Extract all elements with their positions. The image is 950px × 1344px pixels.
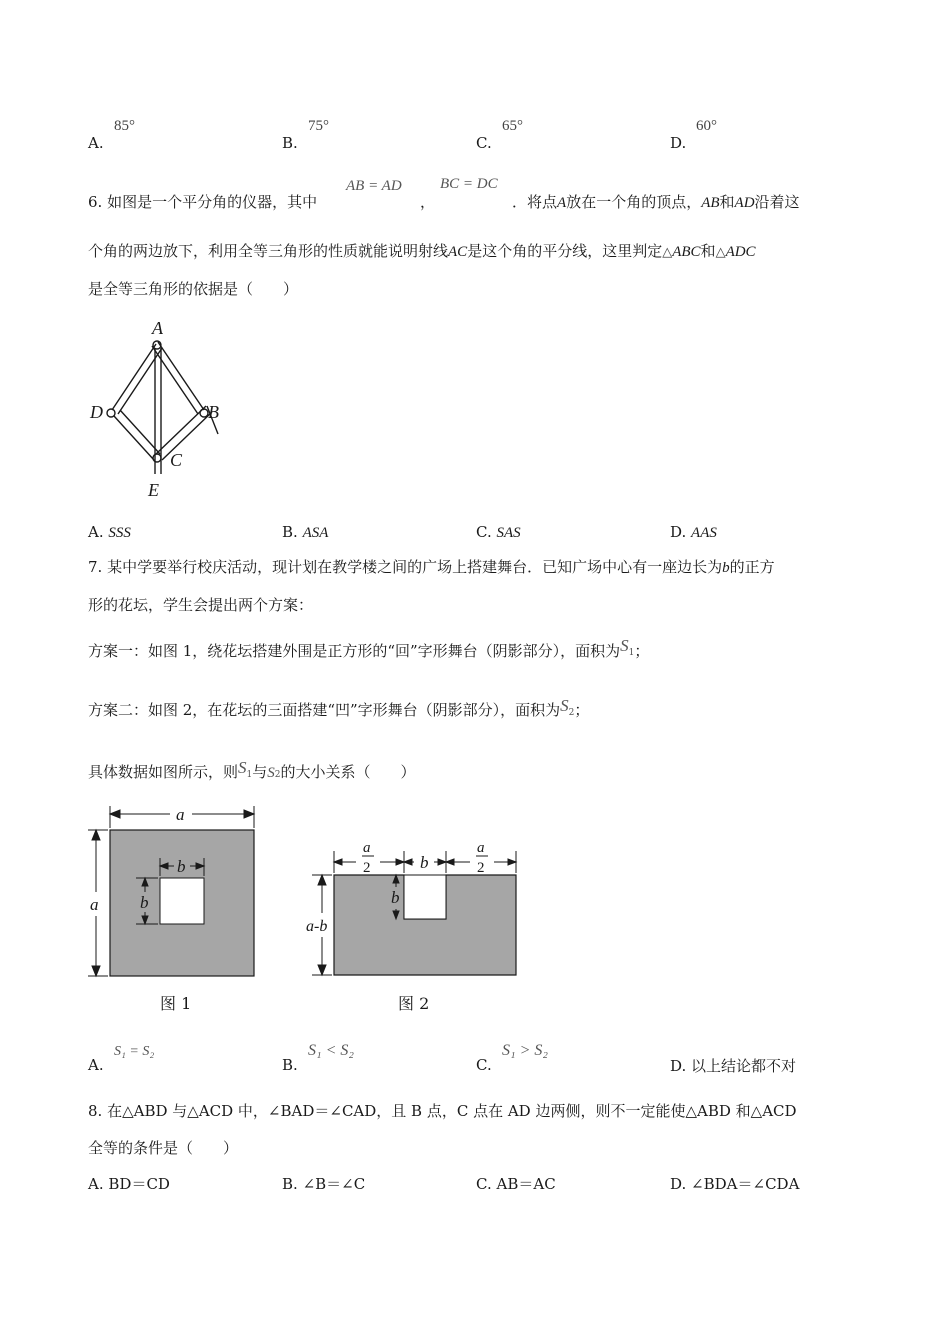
q6-option-d-letter: D.	[670, 523, 687, 541]
q7-plan-1-sub: 1	[628, 648, 635, 658]
q6-line-2a: 个角的两边放下，利用全等三角形的性质就能说明射线	[88, 242, 449, 260]
q6-triangle-2: △	[715, 245, 726, 260]
q7-detail-a: 具体数据如图所示，则	[88, 763, 239, 781]
q6-option-c-value: SAS	[496, 525, 521, 541]
q6-fig-label-e: E	[148, 480, 159, 500]
q6-text-4: 沿着这	[754, 193, 800, 211]
q8-option-c-value: AB＝AC	[496, 1175, 556, 1193]
q7-fig1-caption: 图 1	[160, 994, 192, 1013]
q8-number: 8.	[88, 1102, 103, 1120]
q7-plan-1-semi: ；	[634, 642, 650, 660]
q6-line-1	[88, 192, 317, 212]
q7-fig2-caption: 图 2	[398, 994, 430, 1013]
q5-option-a-value: 85°	[114, 118, 135, 134]
q7-detail-s1: S	[238, 758, 247, 777]
q7-detail-b: 的大小关系（ ）	[280, 763, 416, 781]
q7-fig1-b-inner: b	[177, 857, 186, 876]
q6-adc: ADC	[725, 244, 756, 260]
q8-line-2: 全等的条件是（ ）	[88, 1139, 239, 1157]
q8-option-d	[670, 1174, 799, 1194]
q7-figure-2	[300, 835, 530, 985]
q8-line-1	[88, 1101, 797, 1121]
q6-line-1-tail	[512, 192, 800, 213]
q6-equation-ab-ad: AB = AD	[346, 178, 402, 194]
q8-option-a-value: BD＝CD	[108, 1175, 170, 1193]
q6-he-2: 和	[700, 242, 716, 260]
q6-text-2: ．将点	[512, 193, 558, 211]
q7-option-c-letter: C.	[476, 1056, 492, 1074]
q8-option-b-value: ∠B＝∠C	[302, 1175, 366, 1193]
q7-detail-yu: 与	[252, 763, 268, 781]
q7-fig2-left-label: a-b	[306, 918, 328, 935]
q7-fig1-a-top: a	[176, 805, 185, 824]
q7-option-a-letter: A.	[88, 1056, 104, 1074]
q6-option-a-value: SSS	[108, 525, 131, 541]
q6-point-a: A	[557, 195, 567, 211]
q6-line-3: 是全等三角形的依据是（ ）	[88, 280, 299, 298]
q7-plan-2-s: S	[560, 696, 569, 715]
q8-line-1-text: 在△ABD 与△ACD 中，∠BAD＝∠CAD，且 B 点，C 点在 AD 边两侧，则不一定能使△ABD 和△ACD	[107, 1102, 797, 1120]
q8-option-c	[476, 1174, 556, 1194]
q7-fig2-b-top: b	[420, 853, 429, 872]
q6-fig-label-a: A	[152, 318, 163, 338]
q7-option-d-letter: D.	[670, 1057, 687, 1075]
q6-option-b-letter: B.	[282, 523, 298, 541]
q7-option-b-letter: B.	[282, 1056, 298, 1074]
q6-fig-label-d: D	[90, 402, 103, 422]
q8-option-b-letter: B.	[282, 1175, 298, 1193]
q7-figure-1	[80, 800, 270, 990]
q7-line-1a: 某中学要举行校庆活动，现计划在教学楼之间的广场上搭建舞台．已知广场中心有一座边长为	[107, 558, 723, 576]
q7-plan-1	[88, 636, 650, 664]
q7-detail	[88, 758, 416, 785]
q6-option-a	[88, 522, 131, 543]
q6-text-3: 放在一个角的顶点，	[566, 193, 702, 211]
q7-option-d-value: 以上结论都不对	[691, 1057, 797, 1075]
q6-fig-label-c: C	[170, 450, 183, 470]
q8-option-a-letter: A.	[88, 1175, 104, 1193]
q7-line-1	[88, 557, 775, 578]
q5-option-a-letter: A.	[88, 134, 104, 152]
q6-he: 和	[719, 193, 735, 211]
q6-triangle-1: △	[662, 245, 673, 260]
q7-plan-2-sub: 2	[568, 708, 575, 718]
q7-plan-1-text: 方案一：如图 1，绕花坛搭建外围是正方形的“回”字形舞台（阴影部分），面积为	[88, 642, 621, 660]
q7-fig1-a-left: a	[90, 895, 99, 914]
q6-ad: AD	[734, 195, 755, 211]
q6-equation-bc-dc: BC = DC	[440, 176, 498, 192]
q6-text-1: 如图是一个平分角的仪器，其中	[107, 193, 318, 211]
q6-option-a-letter: A.	[88, 523, 104, 541]
q7-fig2-right-num: a	[477, 840, 485, 856]
q6-comma: ，	[420, 193, 436, 211]
q7-line-1b: 的正方	[729, 558, 775, 576]
q8-option-d-value: ∠BDA＝∠CDA	[691, 1175, 800, 1193]
q7-detail-sub1: 1	[246, 770, 253, 780]
q7-option-c-value: S₁ > S₂	[502, 1042, 548, 1059]
q7-number: 7.	[88, 558, 103, 576]
q7-fig2-left-den: 2	[363, 860, 371, 876]
q6-ac: AC	[448, 244, 468, 260]
q5-option-b-letter: B.	[282, 134, 298, 152]
q7-option-b-value: S₁ < S₂	[308, 1042, 354, 1059]
q7-fig2-left-num: a	[363, 840, 371, 856]
q6-abc: ABC	[672, 244, 701, 260]
q7-fig2-b-side: b	[391, 888, 400, 907]
q5-option-d-letter: D.	[670, 134, 687, 152]
q6-figure-angle-bisector	[86, 314, 236, 504]
q7-detail-sub2: 2	[274, 770, 281, 780]
q7-option-d	[670, 1056, 796, 1076]
q7-b: b	[722, 560, 730, 576]
q8-option-c-letter: C.	[476, 1175, 492, 1193]
q5-option-c-value: 65°	[502, 118, 523, 134]
q5-option-d-value: 60°	[696, 118, 717, 134]
q5-option-c-letter: C.	[476, 134, 492, 152]
q6-option-b	[282, 522, 328, 543]
q8-option-b	[282, 1174, 365, 1194]
q8-option-a	[88, 1174, 170, 1194]
q7-fig1-b-side: b	[140, 893, 149, 912]
q7-plan-2-semi: ；	[574, 701, 590, 719]
q7-line-2: 形的花坛，学生会提出两个方案：	[88, 596, 314, 614]
q7-plan-1-s: S	[620, 636, 629, 655]
q7-option-a-value: S₁ = S₂	[114, 1044, 155, 1059]
q6-line-2b: 是这个角的平分线，这里判定	[467, 242, 663, 260]
q6-option-d-value: AAS	[691, 525, 717, 541]
q5-option-b-value: 75°	[308, 118, 329, 134]
q6-option-b-value: ASA	[302, 525, 329, 541]
q7-plan-2	[88, 696, 590, 723]
q7-plan-2-text: 方案二：如图 2，在花坛的三面搭建“凹”字形舞台（阴影部分），面积为	[88, 701, 561, 719]
q8-option-d-letter: D.	[670, 1175, 687, 1193]
q6-option-d	[670, 522, 717, 543]
q6-fig-label-b: B	[208, 402, 219, 422]
q6-line-2	[88, 241, 756, 263]
q6-ab: AB	[701, 195, 720, 211]
q6-option-c-letter: C.	[476, 523, 492, 541]
q7-detail-s2: S	[267, 765, 275, 781]
q6-option-c	[476, 522, 521, 543]
q7-fig2-right-den: 2	[477, 860, 485, 876]
q6-number: 6.	[88, 193, 103, 211]
